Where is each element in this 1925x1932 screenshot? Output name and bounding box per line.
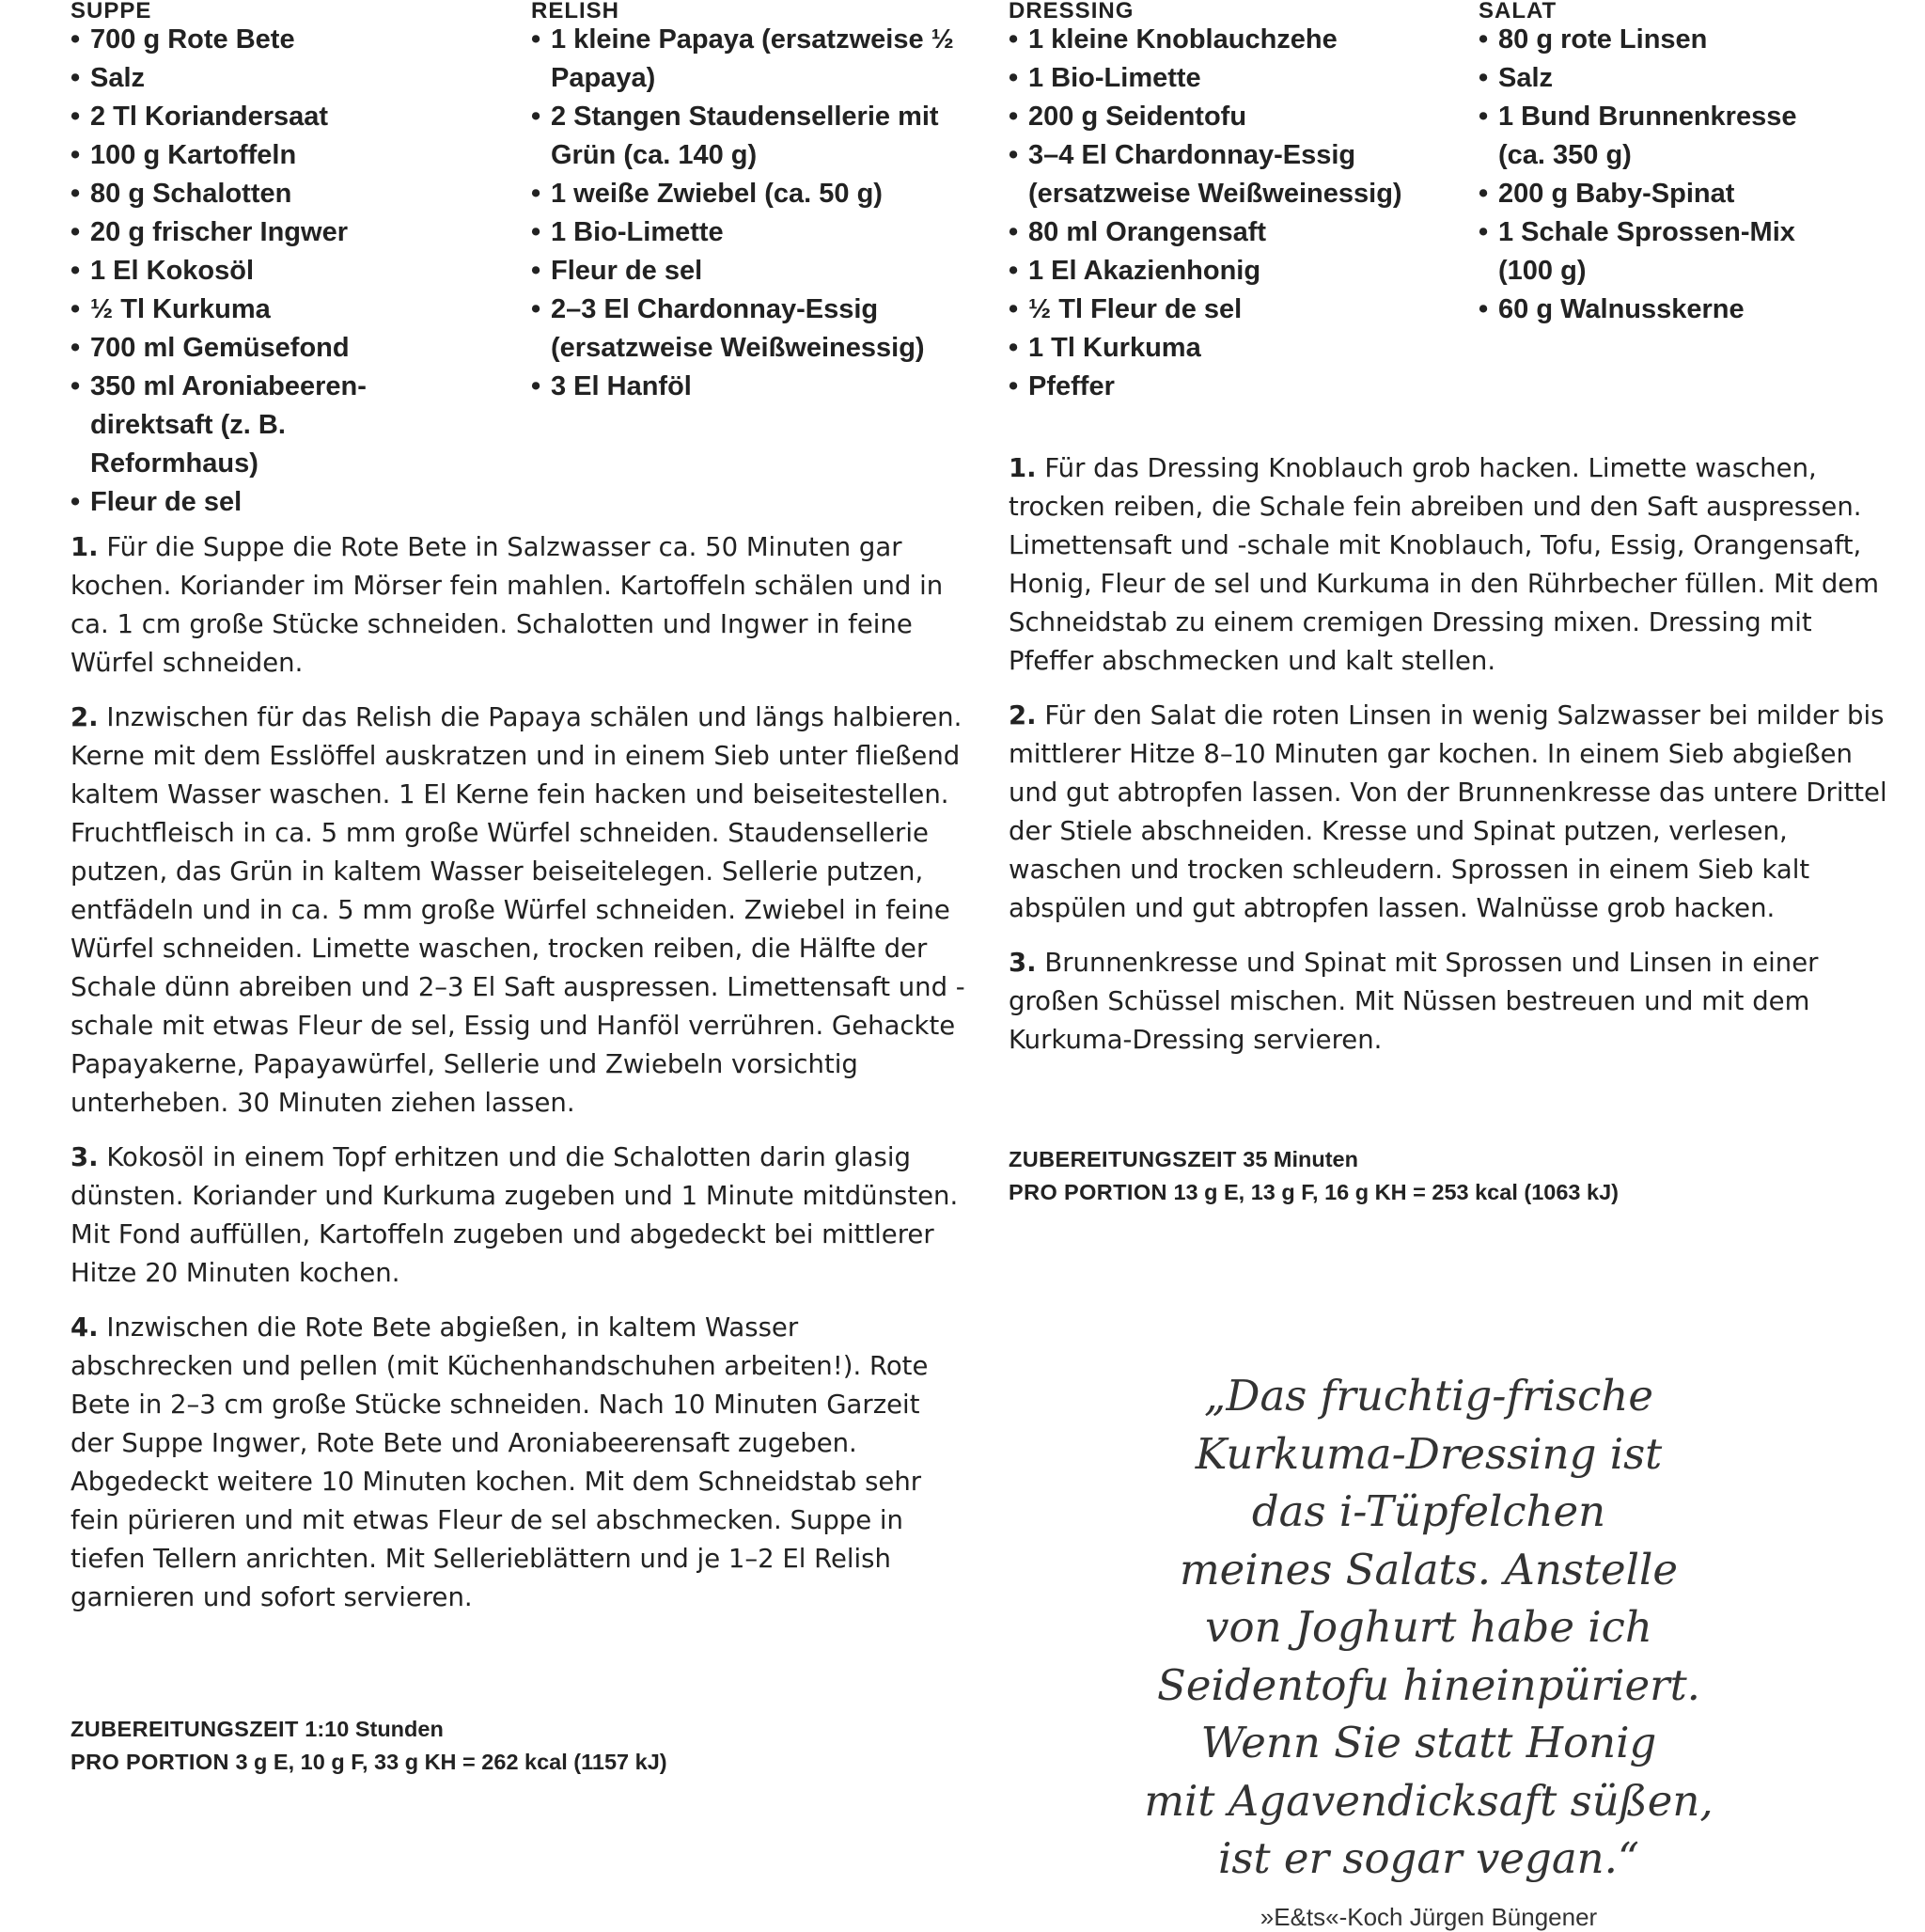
salad-ingredient-list	[1479, 21, 1873, 329]
quote-line: Kurkuma-Dressing ist	[1195, 1428, 1663, 1479]
step-number: 1.	[70, 532, 99, 562]
instruction-step	[70, 1139, 968, 1293]
per-portion	[70, 1746, 968, 1779]
quote-line: Wenn Sie statt Honig	[1200, 1718, 1657, 1767]
step-number: 3.	[70, 1142, 99, 1172]
salad-ingredients-heading: SALAT	[1479, 0, 1557, 24]
quote-line: Seidentofu hineinpüriert.	[1157, 1659, 1700, 1710]
ingredient-item: • 700 ml Gemüsefond	[70, 329, 484, 368]
step-text: Für den Salat die roten Linsen in wenig Salzwasser bei milder bis mittlerer Hitze 8–10 Minuten gar kochen. In einem Sieb abgießen und gut abtropfen lassen. Von der Brunnenkresse das untere Drittel der Stiele abschneiden. Kresse und Spinat putzen, verlesen, waschen und trocken schleudern. Sprossen in einem Sieb kalt abspülen und gut abtropfen lassen. Walnüsse grob hacken.	[1009, 700, 1887, 923]
salad-meta	[1009, 1143, 1897, 1209]
ingredient-item: • Salz	[1479, 59, 1873, 98]
step-number: 1.	[1009, 453, 1037, 483]
prep-time-label: ZUBEREITUNGSZEIT	[70, 1717, 299, 1741]
step-number: 2.	[1009, 700, 1037, 730]
instruction-step	[1009, 449, 1897, 681]
prep-time	[1009, 1143, 1897, 1176]
ingredient-item: • 80 ml Orangensaft	[1009, 213, 1460, 252]
prep-time	[70, 1713, 968, 1746]
relish-ingredients-heading: RELISH	[531, 0, 620, 24]
ingredient-item: • 3–4 El Chardonnay-Essig (ersatzweise Weißweinessig)	[1009, 136, 1460, 213]
ingredient-item: • 2 Tl Koriandersaat	[70, 98, 484, 136]
ingredient-item: • Fleur de sel	[70, 483, 484, 522]
instruction-step	[1009, 697, 1897, 928]
ingredient-item: • 20 g frischer Ingwer	[70, 213, 484, 252]
instruction-step	[70, 1309, 968, 1617]
quote-line: „Das fruchtig-frische	[1204, 1371, 1653, 1421]
ingredient-item: • 700 g Rote Bete	[70, 21, 484, 59]
dressing-ingredients	[1009, 0, 1460, 406]
ingredient-item: • 1 kleine Papaya (ersatzweise ½ Papaya)	[531, 21, 969, 98]
quote-line: das i-Tüpfelchen	[1251, 1486, 1606, 1536]
ingredient-item: • 100 g Kartoffeln	[70, 136, 484, 175]
step-text: Inzwischen die Rote Bete abgießen, in kaltem Wasser abschrecken und pellen (mit Küchenhandschuhen arbeiten!). Rote Bete in 2–3 cm große Stücke schneiden. Nach 10 Minuten Garzeit der Suppe Ingwer, Rote Bete und Aroniabeerensaft zugeben. Abgedeckt weitere 10 Minuten kochen. Mit dem Schneidstab sehr fein pürieren und mit etwas Fleur de sel abschmecken. Suppe in tiefen Tellern anrichten. Mit Sellerieblättern und je 1–2 El Relish garnieren und sofort servieren.	[70, 1312, 929, 1612]
soup-instructions	[70, 528, 968, 1633]
salad-instructions	[1009, 449, 1897, 1076]
prep-time-value: 1:10 Stunden	[305, 1717, 444, 1741]
pull-quote	[1100, 1367, 1758, 1888]
ingredient-item: • ½ Tl Kurkuma	[70, 291, 484, 329]
dressing-ingredients-heading: DRESSING	[1009, 0, 1135, 24]
prep-time-value: 35 Minuten	[1243, 1147, 1358, 1171]
step-text: Brunnenkresse und Spinat mit Sprossen und Linsen in einer großen Schüssel mischen. Mit Nüssen bestreuen und mit dem Kurkuma-Dressing servieren.	[1009, 948, 1819, 1055]
soup-ingredient-list	[70, 21, 484, 522]
ingredient-item: • 1 El Akazienhonig	[1009, 252, 1460, 291]
per-portion	[1009, 1176, 1897, 1209]
ingredient-item: • 60 g Walnusskerne	[1479, 291, 1873, 329]
relish-ingredients	[531, 0, 973, 406]
ingredient-item: • 1 El Kokosöl	[70, 252, 484, 291]
quote-credit: »E&ts«-Koch Jürgen Büngener	[1260, 1903, 1598, 1931]
ingredient-item: • ½ Tl Fleur de sel	[1009, 291, 1460, 329]
per-portion-value: 13 g E, 13 g F, 16 g KH = 253 kcal (1063 kJ)	[1173, 1180, 1619, 1204]
ingredient-item: • 3 El Hanföl	[531, 368, 973, 406]
step-text: Für das Dressing Knoblauch grob hacken. Limette waschen, trocken reiben, die Schale fein abreiben und den Saft auspressen. Limettensaft und -schale mit Knoblauch, Tofu, Essig, Orangensaft, Honig, Fleur de sel und Kurkuma in den Rührbecher füllen. Mit dem Schneidstab zu einem cremigen Dressing mixen. Dressing mit Pfeffer abschmecken und kalt stellen.	[1009, 453, 1880, 676]
step-number: 3.	[1009, 948, 1037, 978]
salad-ingredients	[1479, 0, 1873, 329]
instruction-step	[70, 528, 968, 683]
step-text: Kokosöl in einem Topf erhitzen und die Schalotten darin glasig dünsten. Koriander und Kurkuma zugeben und 1 Minute mitdünsten. Mit Fond auffüllen, Kartoffeln zugeben und abgedeckt bei mittlerer Hitze 20 Minuten kochen.	[70, 1142, 959, 1288]
ingredient-item: • 1 Bund Brunnenkresse (ca. 350 g)	[1479, 98, 1837, 175]
quote-line: meines Salats. Anstelle	[1179, 1544, 1679, 1594]
quote-line: von Joghurt habe ich	[1205, 1602, 1652, 1652]
soup-ingredients-heading: SUPPE	[70, 0, 152, 24]
ingredient-item: • 1 Tl Kurkuma	[1009, 329, 1460, 368]
ingredient-item: • 350 ml Aroniabeeren-direktsaft (z. B. Reformhaus)	[70, 368, 438, 483]
step-text: Für die Suppe die Rote Bete in Salzwasser ca. 50 Minuten gar kochen. Koriander im Mörser fein mahlen. Kartoffeln schälen und in ca. 1 cm große Stücke schneiden. Schalotten und Ingwer in feine Würfel schneiden.	[70, 532, 944, 678]
instruction-step	[70, 699, 968, 1123]
quote-line: mit Agavendicksaft süßen,	[1144, 1775, 1714, 1826]
soup-ingredients	[70, 0, 484, 522]
ingredient-item: • 200 g Seidentofu	[1009, 98, 1460, 136]
per-portion-value: 3 g E, 10 g F, 33 g KH = 262 kcal (1157 kJ)	[235, 1750, 667, 1774]
ingredient-item: • 1 kleine Knoblauchzehe	[1009, 21, 1460, 59]
per-portion-label: PRO PORTION	[1009, 1180, 1167, 1204]
ingredient-item: • 80 g rote Linsen	[1479, 21, 1873, 59]
soup-meta	[70, 1713, 968, 1779]
step-text: Inzwischen für das Relish die Papaya schälen und längs halbieren. Kerne mit dem Esslöffel auskratzen und in einem Sieb unter fließend kaltem Wasser waschen. 1 El Kerne fein hacken und beiseitestellen. Fruchtfleisch in ca. 5 mm große Würfel schneiden. Staudensellerie putzen, das Grün in kaltem Wasser beiseitelegen. Sellerie putzen, entfädeln und in ca. 5 mm große Würfel schneiden. Zwiebel in feine Würfel schneiden. Limette waschen, trocken reiben, die Hälfte der Schale dünn abreiben und 2–3 El Saft auspressen. Limettensaft und -schale mit etwas Fleur de sel, Essig und Hanföl verrühren. Gehackte Papayakerne, Papayawürfel, Sellerie und Zwiebeln vorsichtig unterheben. 30 Minuten ziehen lassen.	[70, 702, 965, 1118]
ingredient-item: • 1 weiße Zwiebel (ca. 50 g)	[531, 175, 973, 213]
step-number: 4.	[70, 1312, 99, 1343]
ingredient-item: • 1 Schale Sprossen-Mix (100 g)	[1479, 213, 1837, 291]
ingredient-item: • Salz	[70, 59, 484, 98]
relish-ingredient-list	[531, 21, 973, 406]
ingredient-item: • 2–3 El Chardonnay-Essig (ersatzweise Weißweinessig)	[531, 291, 973, 368]
per-portion-label: PRO PORTION	[70, 1750, 229, 1774]
prep-time-label: ZUBEREITUNGSZEIT	[1009, 1147, 1237, 1171]
quote-line: ist er sogar vegan.“	[1218, 1833, 1639, 1883]
ingredient-item: • 1 Bio-Limette	[1009, 59, 1460, 98]
dressing-ingredient-list	[1009, 21, 1460, 406]
instruction-step	[1009, 944, 1897, 1060]
ingredient-item: • 200 g Baby-Spinat	[1479, 175, 1873, 213]
step-number: 2.	[70, 702, 99, 732]
ingredient-item: • Pfeffer	[1009, 368, 1460, 406]
ingredient-item: • 1 Bio-Limette	[531, 213, 973, 252]
ingredient-item: • 80 g Schalotten	[70, 175, 484, 213]
ingredient-item: • 2 Stangen Staudensellerie mit Grün (ca. 140 g)	[531, 98, 973, 175]
ingredient-item: • Fleur de sel	[531, 252, 973, 291]
